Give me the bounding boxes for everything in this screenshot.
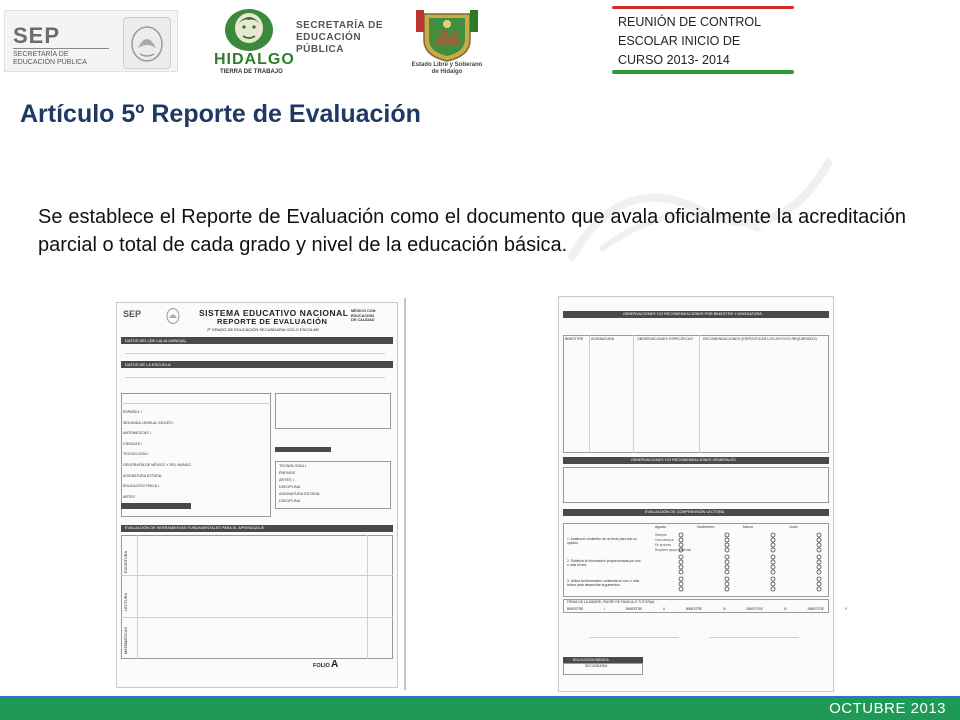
report-card-back-image — [558, 296, 847, 692]
doc2-col-noviembre: Noviembre — [697, 525, 715, 529]
doc-school-header-label: DATOS DE LA ESCUELA — [125, 362, 171, 367]
doc2-secundaria-label: SECUNDARIA — [585, 664, 608, 668]
doc-folio-label: FOLIO — [313, 663, 330, 669]
report-card-front-image — [116, 302, 398, 688]
hidalgo-logo — [208, 8, 295, 75]
state-coat-of-arms — [398, 6, 496, 80]
doc2-level-labels: Siempre Casi siempre En proceso Requiere apoyo adicional — [655, 533, 691, 552]
doc-tools-header-label: EVALUACIÓN DE HERRAMIENTAS FUNDAMENTALES PARA EL APRENDIZAJE — [125, 526, 265, 530]
hidalgo-portrait-icon — [218, 8, 280, 52]
meeting-top-rule — [612, 6, 794, 9]
doc-quality-badge: MÉXICO CON EDUCACIÓN DE CALIDAD — [351, 309, 376, 322]
doc-tools-table — [121, 535, 393, 659]
doc-folio-value: A — [331, 659, 339, 670]
hidalgo-wordmark: HIDALGO — [214, 51, 295, 68]
doc2-col-recomendaciones: RECOMENDACIONES (ESPECIFICAR LOS APOYOS REQUERIDOS) — [703, 337, 817, 341]
doc2-rule-v1 — [589, 335, 590, 453]
doc2-signature-line-1 — [589, 637, 679, 638]
doc-tools-rule-v — [137, 535, 138, 659]
doc-grades-rule — [121, 403, 271, 404]
doc-label-lectura: LECTURA — [124, 593, 128, 611]
doc-subject-list: ESPAÑOL I SEGUNDA LENGUA: INGLÉS I MATEMÁTICAS I CIENCIAS I TECNOLOGÍA I GEOGRAFÍA DE MÉXICO Y DEL MUNDO ASIGNATURA ESTATAL EDUCACIÓN FÍSICA I ARTES — [123, 410, 192, 499]
doc2-general-box — [563, 467, 829, 503]
doc2-obs-table — [563, 335, 829, 453]
doc2-rule-v2 — [633, 335, 634, 453]
meeting-bottom-rule — [612, 70, 794, 74]
doc2-col-agosto: Agosto — [655, 525, 667, 529]
doc2-signature-header: FIRMA DE LA MADRE, PADRE DE FAMILIA O TUTOR(A) — [567, 600, 655, 604]
footer-bar — [0, 698, 960, 720]
image-divider — [404, 298, 406, 690]
doc2-reading-item-2: 2. Sintetiza la información proporcionada por dos o más textos. — [567, 559, 641, 567]
doc-label-matematicas: MATEMÁTICAS — [124, 627, 128, 655]
doc-student-header-label: DATOS DEL (DE LA) ALUMNO(A) — [125, 338, 186, 343]
doc-tools-rule-2 — [121, 617, 393, 618]
footer-date: OCTUBRE 2013 — [829, 700, 946, 717]
doc-student-line — [125, 353, 385, 354]
doc-state-subject-table — [275, 393, 391, 429]
sep-logo-subtitle: SECRETARÍA DE EDUCACIÓN PÚBLICA — [13, 51, 87, 66]
sep-logo-wordmark: SEP — [13, 23, 61, 48]
secretaria-logo: SECRETARÍA DE EDUCACIÓN PÚBLICA — [296, 20, 384, 55]
doc-subtitle: 2º GRADO DE EDUCACIÓN SECUNDARIA CICLO ESCOLAR — [207, 327, 319, 332]
meeting-title: REUNIÓN DE CONTROL ESCOLAR INICIO DE CURSO 2013- 2014 — [618, 15, 762, 67]
doc2-reading-item-1: 1. Analiza el contenido de un texto para dar su opinión. — [567, 537, 637, 545]
state-caption: Estado Libre y Soberano de Hidalgo — [411, 62, 483, 75]
doc2-col-junio: Junio — [789, 525, 798, 529]
doc2-col-observaciones: OBSERVACIONES ESPECÍFICAS — [637, 337, 693, 341]
coat-of-arms-icon — [414, 6, 480, 62]
doc2-col-asignatura: ASIGNATURA — [591, 337, 615, 341]
doc-promedio-bar — [275, 447, 331, 452]
doc-absences-bar — [121, 503, 191, 509]
doc2-obs-header-label: OBSERVACIONES Y/O RECOMENDACIONES POR BIMESTRE Y ASIGNATURA — [623, 312, 762, 316]
doc2-basic-ed-label: EDUCACIÓN BÁSICA — [573, 658, 609, 662]
doc2-reading-item-3: 3. Utiliza la información contenida en uno o más textos para desarrollar argumentos. — [567, 579, 640, 587]
doc2-col-marzo: Marzo — [743, 525, 753, 529]
doc-title-line1: SISTEMA EDUCATIVO NACIONAL — [199, 308, 349, 318]
meeting-box — [612, 6, 794, 72]
doc2-general-header-label: OBSERVACIONES Y/O RECOMENDACIONES GENERALES — [631, 458, 736, 462]
doc-technology-labels: TECNOLOGÍA I ÉNFASIS ARTES I DISCIPLINA ASIGNATURA ESTATAL DISCIPLINA — [279, 464, 321, 503]
doc2-rule-v3 — [699, 335, 700, 453]
sep-logo-divider — [13, 48, 109, 49]
sep-logo — [4, 10, 178, 72]
mexico-shield-icon — [123, 17, 171, 69]
doc2-bimestres: BIMESTRE I BIMESTRE II BIMESTRE III BIMESTRE IV BIMESTRE V — [567, 607, 847, 611]
doc-label-escritura: ESCRITURA — [124, 551, 128, 573]
doc-tools-rule-v2 — [367, 535, 368, 659]
doc2-radio-grid — [677, 531, 827, 595]
doc2-signature-line-2 — [709, 637, 799, 638]
doc2-reading-header-label: EVALUACIÓN DE COMPRENSIÓN LECTORA — [645, 510, 725, 514]
body-paragraph: Se establece el Reporte de Evaluación como el documento que avala oficialmente la acreditación parcial o total de cada grado y nivel de la educación básica. — [38, 206, 906, 256]
doc-shield-icon — [165, 307, 181, 325]
doc-tools-rule-1 — [121, 575, 393, 576]
doc-school-line — [125, 377, 385, 378]
doc2-col-bimestre: BIMESTRE — [565, 337, 584, 341]
doc-title-line2: REPORTE DE EVALUACIÓN — [217, 317, 328, 326]
hidalgo-tagline: TIERRA DE TRABAJO — [220, 69, 283, 75]
doc-sep-logo: SEP — [123, 309, 142, 319]
page-title: Artículo 5º Reporte de Evaluación — [20, 100, 421, 128]
